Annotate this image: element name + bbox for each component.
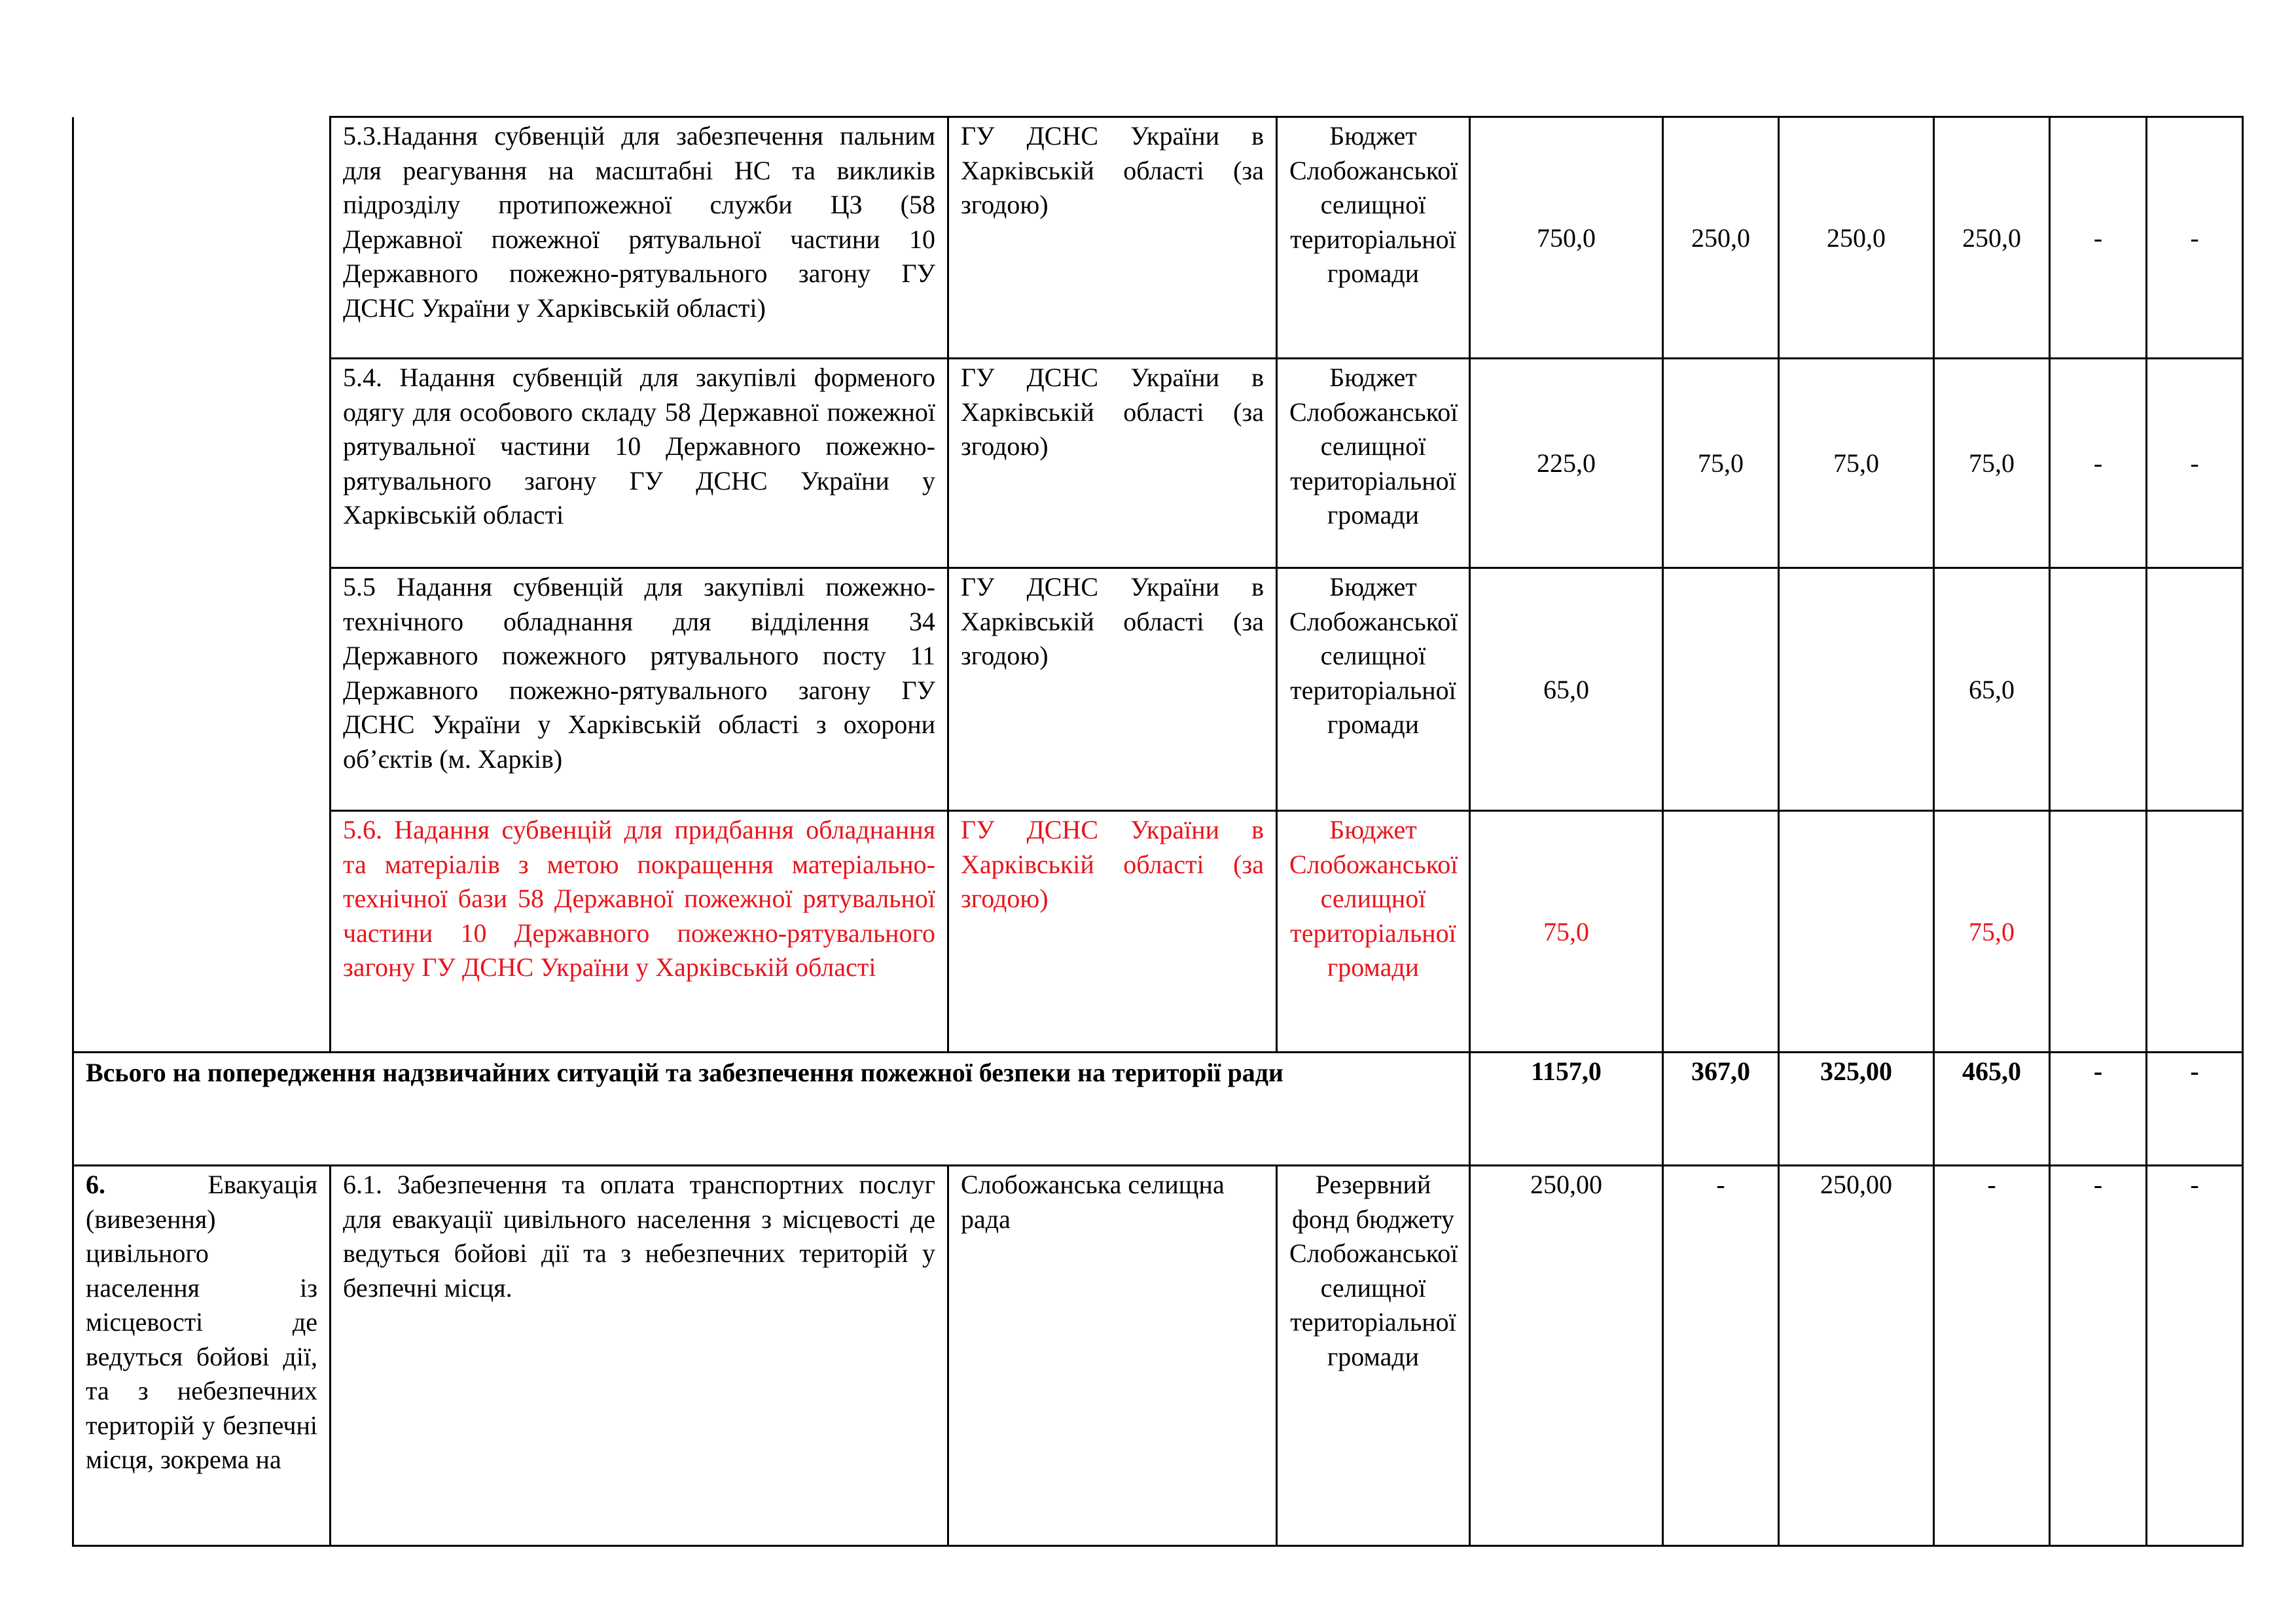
amount-cell-y3: 75,0 — [1934, 359, 2050, 568]
amount-cell-y3: 75,0 — [1934, 811, 2050, 1053]
table-row — [73, 568, 2243, 811]
amount-cell-y3: 250,0 — [1934, 117, 2050, 359]
table-row — [73, 359, 2243, 568]
executor-cell: ГУ ДСНС України в Харківській області (за згодою) — [948, 811, 1277, 1053]
section-number: 6. — [86, 1170, 208, 1199]
summary-row — [73, 1053, 2243, 1166]
executor-cell: Слобожанська селищна рада — [948, 1166, 1277, 1546]
funding-source-cell: Бюджет Слобожанської селищної територіальної громади — [1277, 811, 1470, 1053]
amount-cell-c9: - — [2050, 117, 2147, 359]
funding-source-cell: Резервний фонд бюджету Слобожанської селищної територіальної громади — [1277, 1166, 1470, 1546]
summary-label: Всього на попередження надзвичайних ситуацій та забезпечення пожежної безпеки на території ради — [73, 1053, 1470, 1166]
amount-cell-y1 — [1663, 568, 1779, 811]
amount-cell-c10: - — [2147, 1166, 2243, 1546]
task-cell: 5.5 Надання субвенцій для закупівлі пожежно-технічного обладнання для відділення 34 Державного пожежного рятувального посту 11 Державного пожежно-рятувального загону ГУ ДСНС України у Харківській області з охорони об’єктів (м. Харків) — [331, 568, 948, 811]
amount-cell-y2: 250,0 — [1779, 117, 1934, 359]
amount-cell-c9 — [2050, 811, 2147, 1053]
direction-cell-empty — [73, 568, 331, 811]
summary-amount-c10: - — [2147, 1053, 2243, 1166]
amount-cell-y3: 65,0 — [1934, 568, 2050, 811]
summary-amount-y1: 367,0 — [1663, 1053, 1779, 1166]
amount-cell-y2: 250,00 — [1779, 1166, 1934, 1546]
direction-cell-empty — [73, 117, 331, 359]
summary-amount-y3: 465,0 — [1934, 1053, 2050, 1166]
amount-cell-y2 — [1779, 568, 1934, 811]
amount-cell-total: 750,0 — [1470, 117, 1663, 359]
executor-cell: ГУ ДСНС України в Харківській області (за згодою) — [948, 359, 1277, 568]
amount-cell-c9 — [2050, 568, 2147, 811]
table-row — [73, 811, 2243, 1053]
amount-cell-y1 — [1663, 811, 1779, 1053]
executor-cell: ГУ ДСНС України в Харківській області (за згодою) — [948, 568, 1277, 811]
amount-cell-c9: - — [2050, 359, 2147, 568]
amount-cell-c10: - — [2147, 359, 2243, 568]
amount-cell-total: 65,0 — [1470, 568, 1663, 811]
summary-amount-y2: 325,00 — [1779, 1053, 1934, 1166]
funding-source-cell: Бюджет Слобожанської селищної територіальної громади — [1277, 359, 1470, 568]
amount-cell-y2 — [1779, 811, 1934, 1053]
funding-source-cell: Бюджет Слобожанської селищної територіальної громади — [1277, 568, 1470, 811]
summary-amount-total: 1157,0 — [1470, 1053, 1663, 1166]
amount-cell-y2: 75,0 — [1779, 359, 1934, 568]
direction-cell: 6. Евакуація (вивезення) цивільного населення із місцевості де ведуться бойові дії, та з небезпечних територій у безпечні місця, зокрема на — [73, 1166, 331, 1546]
amount-cell-c10: - — [2147, 117, 2243, 359]
amount-cell-y1: 250,0 — [1663, 117, 1779, 359]
funding-source-cell: Бюджет Слобожанської селищної територіальної громади — [1277, 117, 1470, 359]
amount-cell-total: 250,00 — [1470, 1166, 1663, 1546]
table-row — [73, 1166, 2243, 1546]
amount-cell-total: 225,0 — [1470, 359, 1663, 568]
direction-cell-empty — [73, 811, 331, 1053]
task-cell: 5.6. Надання субвенцій для придбання обладнання та матеріалів з метою покращення матеріально-технічної бази 58 Державної пожежної рятувальної частини 10 Державного пожежно-рятувального загону ГУ ДСНС України у Харківській області — [331, 811, 948, 1053]
task-cell: 6.1. Забезпечення та оплата транспортних послуг для евакуації цивільного населення з місцевості де ведуться бойові дії та з небезпечних територій у безпечні місця. — [331, 1166, 948, 1546]
amount-cell-y3: - — [1934, 1166, 2050, 1546]
task-cell: 5.4. Надання субвенцій для закупівлі форменого одягу для особового складу 58 Державної пожежної рятувальної частини 10 Державного пожежно-рятувального загону ГУ ДСНС України у Харківській області — [331, 359, 948, 568]
executor-cell: ГУ ДСНС України в Харківській області (за згодою) — [948, 117, 1277, 359]
summary-amount-c9: - — [2050, 1053, 2147, 1166]
task-cell: 5.3.Надання субвенцій для забезпечення пальним для реагування на масштабні НС та викликів підрозділу протипожежної служби ЦЗ (58 Державної пожежної рятувальної частини 10 Державного пожежно-рятувального загону ГУ ДСНС України у Харківській області) — [331, 117, 948, 359]
amount-cell-y1: 75,0 — [1663, 359, 1779, 568]
amount-cell-c9: - — [2050, 1166, 2147, 1546]
direction-cell-empty — [73, 359, 331, 568]
program-table — [72, 116, 2244, 1547]
amount-cell-y1: - — [1663, 1166, 1779, 1546]
amount-cell-c10 — [2147, 568, 2243, 811]
amount-cell-c10 — [2147, 811, 2243, 1053]
amount-cell-total: 75,0 — [1470, 811, 1663, 1053]
table-row — [73, 117, 2243, 359]
